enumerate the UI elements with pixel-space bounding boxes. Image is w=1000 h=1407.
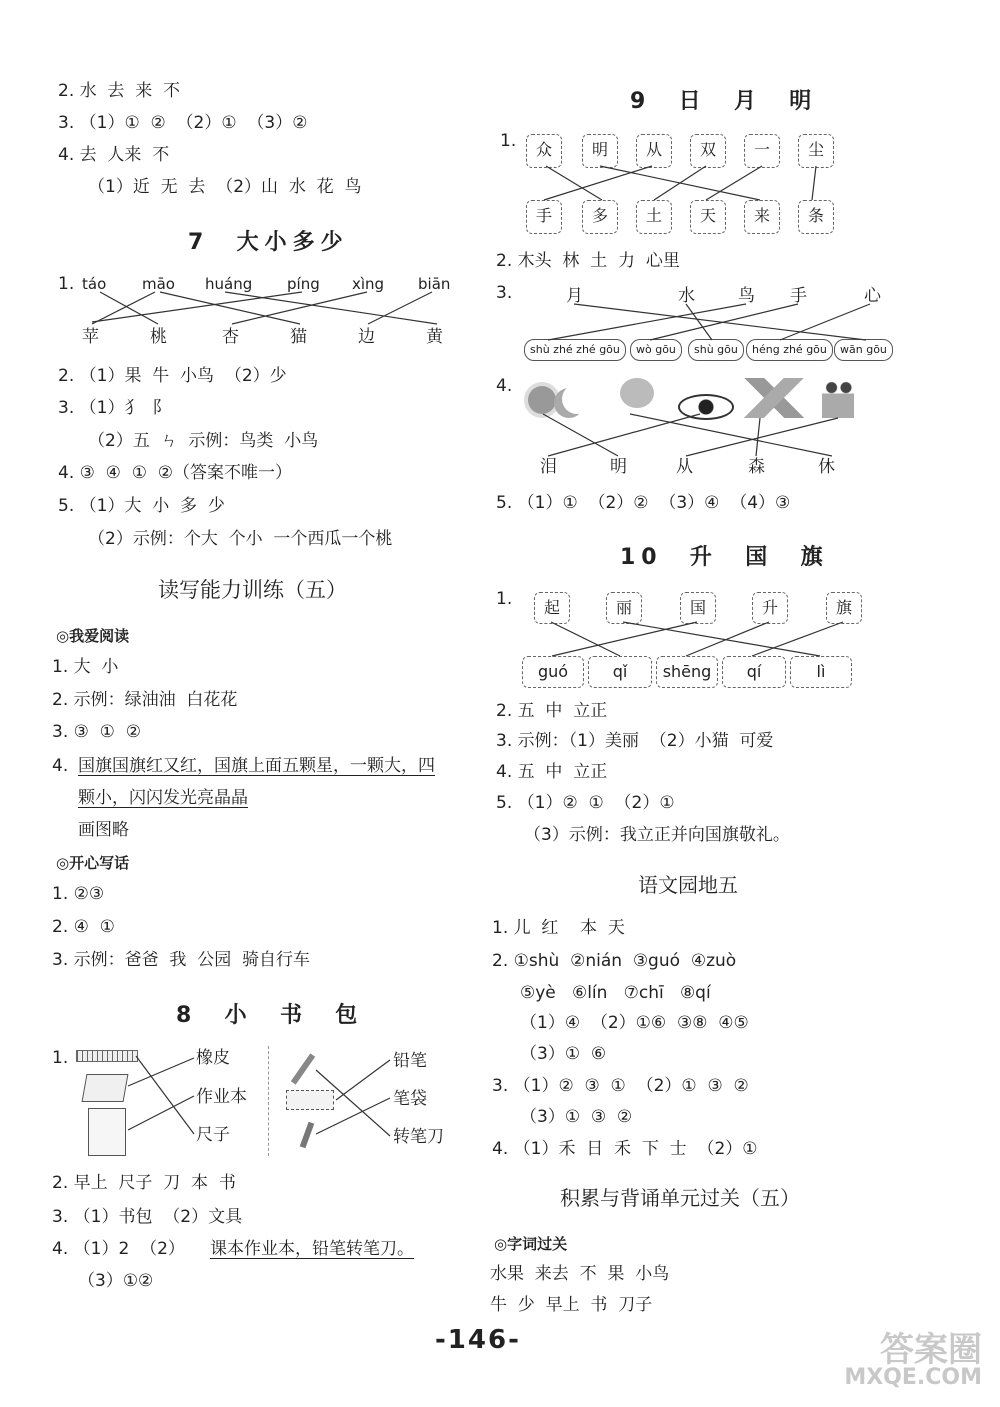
char-box: 一 [744,134,780,168]
char-item: 鸟 [738,286,755,306]
question-number: 4. [52,756,69,776]
stroke-pinyin-box: wò gōu [630,339,682,361]
lesson-9-title: 9 日 月 明 [630,89,818,114]
match-line [128,1096,194,1130]
answer-line: 2. 水 去 来 不 [58,81,181,101]
pinyin-item: biān [418,275,451,293]
subsection-label: ◎字词过关 [494,1235,568,1253]
char-box: 明 [582,134,618,168]
match-line [623,622,820,656]
char-item: 泪 [540,457,557,477]
answer-line: 画图略 [78,820,129,840]
char-item: 休 [818,457,835,477]
match-line [368,292,432,324]
stroke-pinyin-box: shù gōu [688,339,744,361]
lesson-8-title: 8 小 书 包 [176,1003,364,1028]
char-item: 桃 [150,327,167,347]
item-label: 作业本 [196,1087,247,1107]
answer-line: （3）① ③ ② [520,1107,633,1127]
char-item: 心 [864,286,881,306]
match-line [548,414,700,456]
char-item: 月 [566,286,583,306]
answer-line: （3）示例：我立正并向国旗敬礼。 [524,825,790,845]
answer-line: （3）① ⑥ [520,1044,607,1064]
answer-line: 4. 去 人来 不 [58,145,170,165]
char-box: 土 [636,200,672,234]
answer-line: 2. 早上 尺子 刀 本 书 [52,1173,236,1193]
char-item: 边 [358,327,375,347]
subsection-label: ◎开心写话 [56,854,130,872]
stroke-pinyin-box: wān gōu [834,339,893,361]
char-box: 来 [744,200,780,234]
match-line [650,304,798,340]
pinyin-box: lì [790,656,852,688]
match-line [654,166,706,200]
answer-line: 3. 示例：爸爸 我 公园 骑自行车 [52,950,311,970]
answer-line: 2. ①shù ②nián ③guó ④zuò [492,951,737,971]
char-box: 众 [526,134,562,168]
answer-line: 颗小，闪闪发光亮晶晶 [78,788,248,808]
answer-line: 4. 五 中 立正 [496,762,608,782]
section-title: 语文园地五 [638,873,738,897]
pinyin-item: xìng [352,275,385,293]
match-line [686,418,838,456]
answer-line: 水果 来去 不 果 小鸟 [490,1264,670,1284]
answer-line: 3. 示例：（1）美丽 （2）小猫 可爱 [496,731,774,751]
question-number: 4. [496,376,513,396]
answer-line: 3. （1）② ③ ① （2）① ③ ② [492,1076,749,1096]
char-box: 起 [534,592,570,624]
question-number: 1. [496,589,513,609]
page-number: -146- [435,1325,521,1355]
match-line [136,1056,194,1134]
char-box: 升 [752,592,788,624]
char-box: 手 [526,200,562,234]
item-label: 转笔刀 [393,1127,444,1147]
pinyin-item: píng [287,275,320,293]
match-line [686,304,712,340]
item-label: 铅笔 [393,1051,427,1071]
item-label: 尺子 [196,1125,230,1145]
match-line [225,292,437,324]
match-line [543,414,618,456]
section-title: 读写能力训练（五） [158,578,347,602]
question-number: 1. [58,274,75,294]
char-box: 国 [680,592,716,624]
pinyin-box: qí [722,656,786,688]
char-box: 多 [582,200,618,234]
question-number: 3. [496,283,513,303]
question-number: 1. [500,131,517,151]
match-line [92,292,155,324]
item-label: 橡皮 [196,1048,230,1068]
match-line [544,166,652,200]
char-item: 明 [610,457,627,477]
pinyin-box: shēng [656,656,718,688]
stroke-pinyin-box: héng zhé gōu [746,339,833,361]
answer-line: 3. ③ ① ② [52,722,141,742]
match-line [336,1060,390,1100]
answer-line: 牛 少 早上 书 刀子 [490,1295,653,1315]
pinyin-item: huáng [205,275,253,293]
answer-line: 2. 示例：绿油油 白花花 [52,690,238,710]
char-box: 条 [798,200,834,234]
answer-line: 3. （1）书包 （2）文具 [52,1207,243,1227]
char-box: 尘 [798,134,834,168]
match-line [546,166,602,200]
lesson-10-title: 10 升 国 旗 [620,545,829,570]
answer-line: 5. （1）② ① （2）① [496,793,675,813]
answer-line: （2）五 ㄣ 示例：鸟类 小鸟 [88,431,319,451]
pinyin-item: māo [142,275,175,293]
answer-line: 5. （1）大 小 多 少 [58,496,225,516]
answer-line: （2）示例：个大 个小 一个西瓜一个桃 [88,529,393,549]
answer-line: （1）④ （2）①⑥ ③⑧ ④⑤ [520,1013,749,1033]
answer-line: 4. （1）禾 日 禾 下 士 （2）① [492,1139,758,1159]
char-item: 森 [748,457,765,477]
answer-line: 国旗国旗红又红，国旗上面五颗星，一颗大，四 [78,756,435,776]
char-item: 水 [678,286,695,306]
subsection-label: ◎我爱阅读 [56,627,130,645]
match-line [128,1058,194,1086]
match-line [232,292,367,324]
answer-line: 课本作业本，铅笔转笔刀。 [210,1239,414,1259]
answer-line: （1）近 无 去 （2）山 水 花 鸟 [88,177,362,197]
answer-line: 1. ②③ [52,884,105,904]
answer-line: 1. 大 小 [52,657,119,677]
match-line [686,622,769,656]
char-item: 苹 [82,327,99,347]
char-item: 杏 [222,327,239,347]
question-number: 1. [52,1048,69,1068]
char-box: 天 [690,200,726,234]
match-line [552,622,697,656]
answer-line: 4. ③ ④ ① ②（答案不唯一） [58,463,293,483]
match-line [160,292,300,324]
answer-line: （3）①② [78,1271,154,1291]
match-line [752,622,843,656]
char-item: 黄 [426,327,443,347]
pinyin-box: guó [522,656,584,688]
char-box: 丽 [606,592,642,624]
char-box: 旗 [826,592,862,624]
section-title: 积累与背诵单元过关（五） [560,1186,800,1210]
answer-line: 1. 儿 红 本 天 [492,918,625,938]
answer-line: 3. （1）犭 阝 [58,398,170,418]
watermark-site: MXQE.COM [844,1365,982,1390]
pinyin-box: qǐ [588,656,652,688]
pinyin-item: táo [82,275,107,293]
match-line [812,166,816,200]
match-line [630,414,832,456]
item-label: 笔袋 [393,1089,427,1109]
stroke-pinyin-box: shù zhé zhé gōu [524,339,626,361]
match-line [574,304,866,340]
char-box: 双 [690,134,726,168]
answer-line: 3. （1）① ② （2）① （3）② [58,113,308,133]
char-item: 猫 [290,327,307,347]
lesson-7-title: 7 大小多少 [188,230,349,255]
match-line [551,622,620,656]
char-box: 从 [636,134,672,168]
answer-line: 4. （1）2 （2） [52,1239,185,1259]
char-item: 手 [790,286,807,306]
match-line [756,418,760,456]
answer-line: ⑤yè ⑥lín ⑦chī ⑧qí [520,983,711,1003]
char-item: 从 [676,457,693,477]
answer-line: 2. 木头 林 土 力 心里 [496,251,680,271]
answer-line: 2. ④ ① [52,917,115,937]
answer-line: 2. （1）果 牛 小鸟 （2）少 [58,366,287,386]
answer-line: 2. 五 中 立正 [496,701,608,721]
answer-line: 5. （1）① （2）② （3）④ （4）③ [496,493,791,513]
watermark-logo: 答案圈 [880,1330,982,1370]
